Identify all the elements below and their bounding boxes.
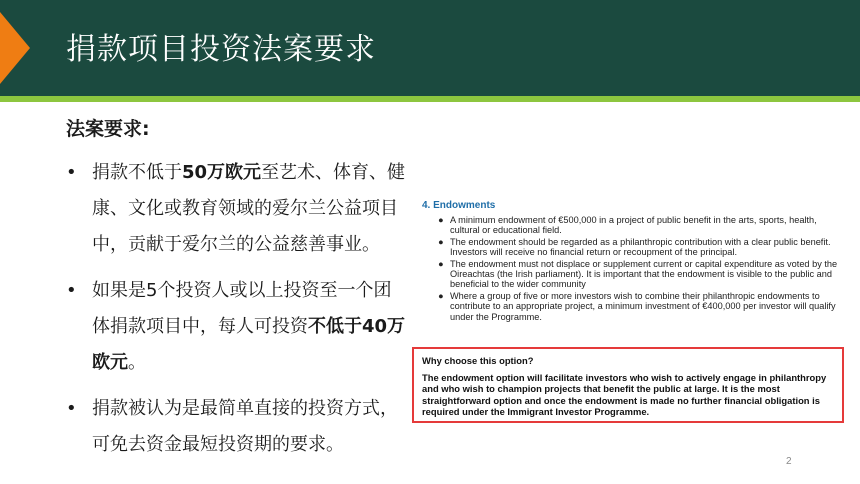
section-heading: 法案要求:	[66, 118, 150, 140]
excerpt-item: ● The endowment must not displace or supplement current or capital expenditure as voted by the Oireachtas (the Irish parliament). It is important that the endowment is visible to the public and beneficial to the wider community	[438, 258, 838, 290]
excerpt-item: ● A minimum endowment of €500,000 in a project of public benefit in the arts, sports, health, cultural or educational field.	[438, 215, 817, 236]
slide-title: 捐款项目投资法案要求	[66, 32, 376, 67]
requirements-panel	[66, 114, 406, 473]
why-text: The endowment option will facilitate investors who wish to actively engage in philanthropy and who wish to champion projects that benefit the public at large. It is the most straightforward option and once the endowment is made no further financial obligation is required under the Immigrant Investor Programme.	[422, 372, 827, 418]
requirement-item: • 捐款不低于50万欧元至艺术、体育、健康、文化或教育领域的爱尔兰公益项目中，贡献于爱尔兰的公益慈善事业。	[66, 155, 406, 263]
bullet-icon: ●	[438, 236, 444, 247]
page-number: 2	[786, 456, 792, 467]
bullet-icon: •	[66, 280, 77, 301]
requirement-item: • 捐款被认为是最简单直接的投资方式，可免去资金最短投资期的要求。	[66, 391, 406, 463]
bullet-icon: •	[66, 162, 77, 183]
requirements-list	[66, 155, 406, 463]
bullet-icon: ●	[438, 258, 444, 269]
slide-header	[0, 0, 860, 96]
arrow-icon	[0, 12, 30, 84]
bullet-icon: •	[66, 398, 77, 419]
excerpt-heading: 4. Endowments	[422, 200, 496, 211]
why-choose-box	[412, 347, 844, 423]
bullet-icon: ●	[438, 215, 444, 225]
endowments-excerpt	[418, 200, 838, 323]
excerpt-item: ● Where a group of five or more investors wish to combine their philanthropic endowments to contribute to an appropriate project, a minimum investment of €400,000 per investor will qualify under the Programme.	[438, 290, 836, 322]
bullet-icon: ●	[438, 290, 444, 301]
excerpt-list	[418, 215, 838, 322]
why-title: Why choose this option?	[422, 355, 534, 366]
accent-bar	[0, 96, 860, 102]
excerpt-item: ● The endowment should be regarded as a philanthropic contribution with a clear public benefit. Investors will receive no financial return or recoupment of the principal.	[438, 236, 831, 258]
requirement-item: • 如果是5个投资人或以上投资至一个团体捐款项目中，每人可投资不低于40万欧元。	[66, 273, 406, 381]
